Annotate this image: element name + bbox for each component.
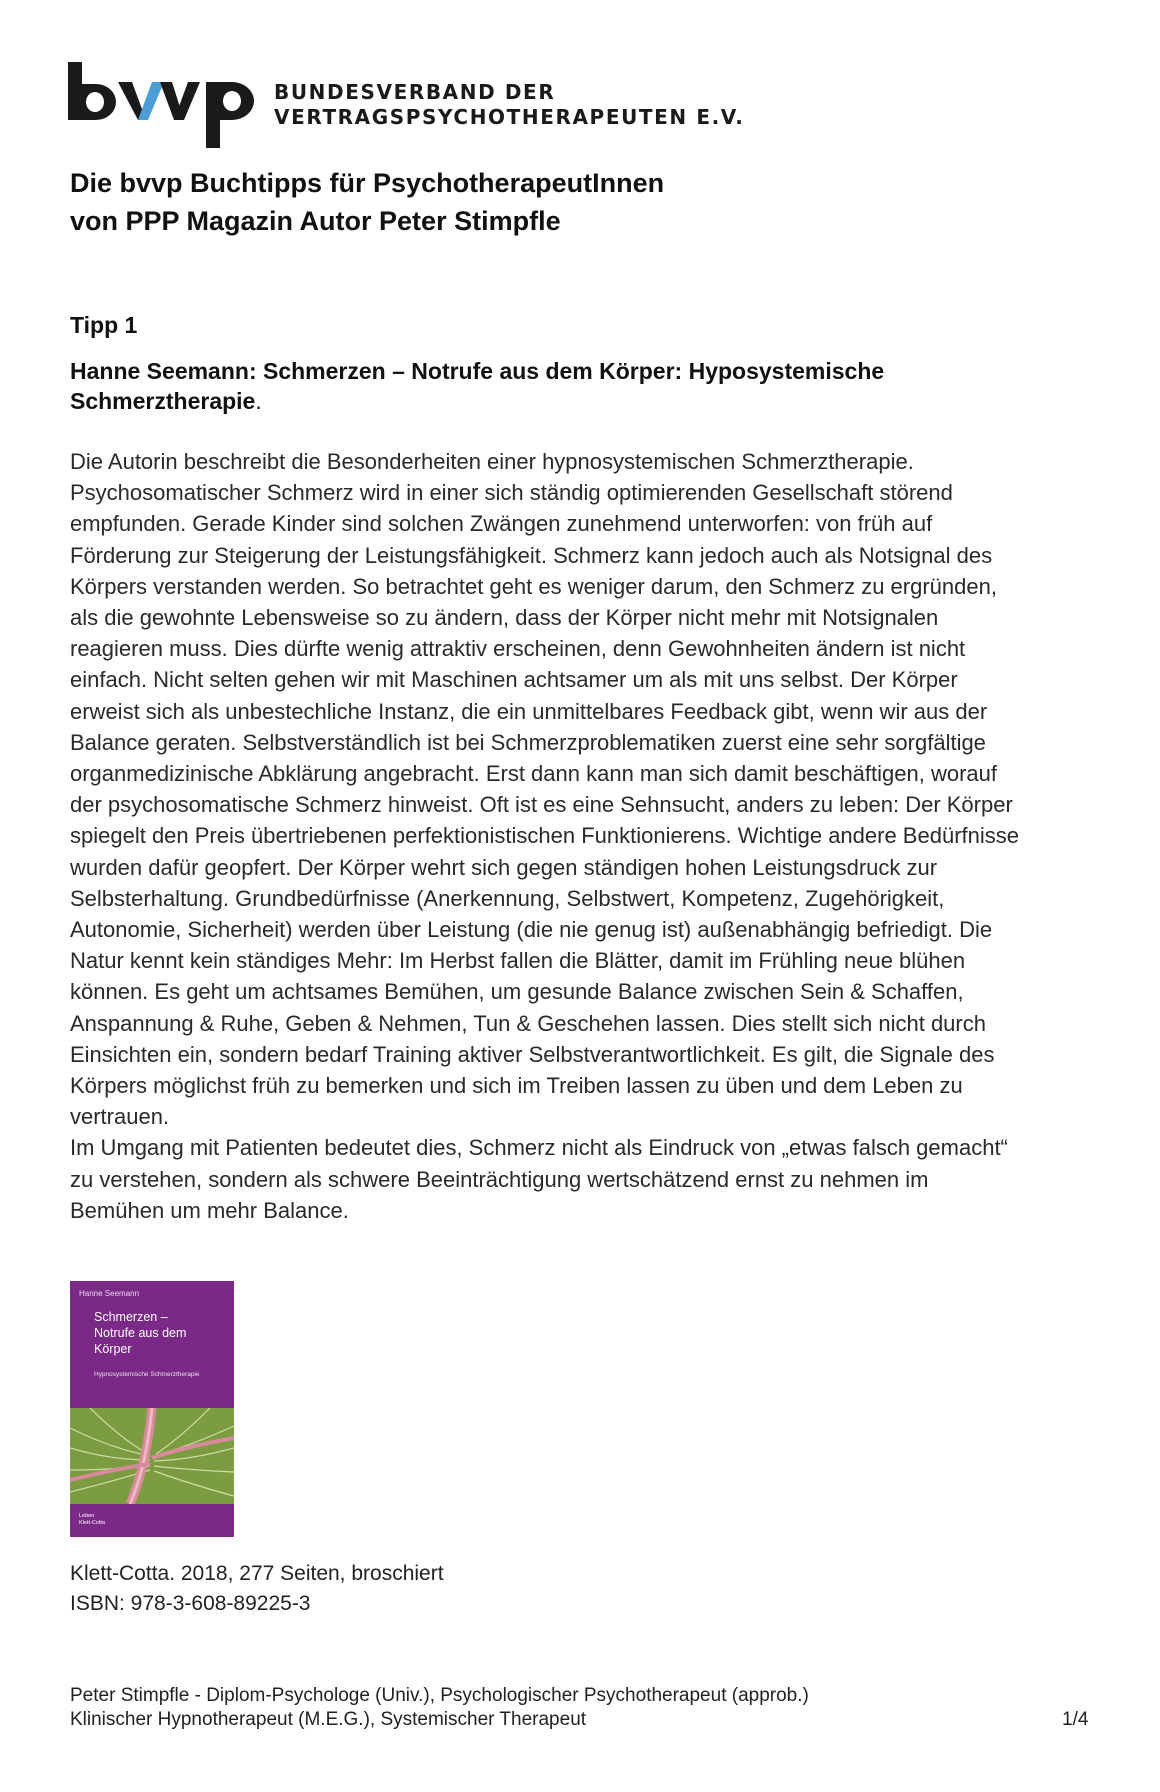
review-line: organmedizinische Abklärung angebracht. Erst dann kann man sich damit beschäftigen, worauf <box>70 761 997 787</box>
review-line: Natur kennt kein ständiges Mehr: Im Herbst fallen die Blätter, damit im Frühling neue blühen <box>70 948 966 974</box>
cover-title-line1: Schmerzen – <box>94 1310 168 1324</box>
page-title-line1: Die bvvp Buchtipps für PsychotherapeutInnen <box>70 168 665 198</box>
review-line: Körpers möglichst früh zu bemerken und sich im Treiben lassen zu üben und dem Leben zu <box>70 1073 963 1099</box>
footer-line2: Klinischer Hypnotherapeut (M.E.G.), Systemischer Therapeut <box>70 1709 587 1730</box>
review-line: Einsichten ein, sondern bedarf Training aktiver Selbstverantwortlichkeit. Es gilt, die Signale des <box>70 1041 995 1067</box>
organization-name <box>274 80 744 130</box>
book-heading <box>70 356 1070 416</box>
isbn: ISBN: 978-3-608-89225-3 <box>70 1592 311 1615</box>
review-line: als die gewohnte Lebensweise so zu ändern, dass der Körper nicht mehr mit Notsignalen <box>70 605 939 631</box>
review-line: zu verstehen, sondern als schwere Beeinträchtigung wertschätzend ernst zu nehmen im <box>70 1166 929 1192</box>
book-heading-line1: Hanne Seemann: Schmerzen – Notrufe aus dem Körper: Hyposystemische <box>70 358 885 384</box>
tip-label: Tipp 1 <box>70 312 138 338</box>
cover-title-line2: Notrufe aus dem <box>94 1326 187 1340</box>
page-title <box>70 164 1070 240</box>
review-line: spiegelt den Preis übertriebenen perfektionistischen Funktionierens. Wichtige andere Bedürfnisse <box>70 823 1019 849</box>
review-line: reagieren muss. Dies dürfte wenig attraktiv erscheinen, denn Gewohnheiten ändern ist nicht <box>70 636 966 662</box>
review-line: Psychosomatischer Schmerz wird in einer sich ständig optimierenden Gesellschaft störend <box>70 480 953 506</box>
review-line: vertrauen. <box>70 1104 170 1130</box>
review-line: Die Autorin beschreibt die Besonderheiten einer hypnosystemischen Schmerztherapie. <box>70 449 914 474</box>
review-line: können. Es geht um achtsames Bemühen, um gesunde Balance zwischen Sein & Schaffen, <box>70 979 964 1005</box>
review-line: Bemühen um mehr Balance. <box>70 1197 349 1223</box>
review-line: Körpers verstanden werden. So betrachtet geht es weniger darum, den Schmerz zu ergründen, <box>70 573 997 599</box>
review-line: Balance geraten. Selbstverständlich ist bei Schmerzproblematiken zuerst eine sehr sorgfältige <box>70 729 986 755</box>
cover-publisher-line2: Klett-Cotta <box>79 1520 105 1526</box>
cover-author: Hanne Seemann <box>79 1289 140 1298</box>
cover-title <box>94 1309 224 1357</box>
review-line: wurden dafür geopfert. Der Körper wehrt sich gegen ständigen hohen Leistungsdruck zur <box>70 854 938 880</box>
bvvp-logo <box>68 62 744 148</box>
book-heading-period: . <box>255 388 262 414</box>
organization-name-line1: BUNDESVERBAND DER <box>274 80 556 104</box>
review-body <box>70 446 1100 1226</box>
publication-info <box>70 1559 444 1619</box>
review-line: Im Umgang mit Patienten bedeutet dies, Schmerz nicht als Eindruck von „etwas falsch gemacht“ <box>70 1135 1008 1161</box>
review-line: Selbsterhaltung. Grundbedürfnisse (Anerkennung, Selbstwert, Kompetenz, Zugehörigkeit, <box>70 885 945 911</box>
footer <box>70 1684 1094 1732</box>
review-line: erweist sich als unbestechliche Instanz, die ein unmittelbares Feedback gibt, wenn wir aus der <box>70 698 988 724</box>
review-line: Autonomie, Sicherheit) werden über Leistung (die nie genug ist) außenabhängig befriedigt. Die <box>70 917 993 943</box>
page-number: 1/4 <box>1062 1709 1089 1730</box>
cover-leaf-illustration <box>70 1408 234 1504</box>
review-line: Anspannung & Ruhe, Geben & Nehmen, Tun & Geschehen lassen. Dies stellt sich nicht durch <box>70 1010 986 1036</box>
organization-name-line2: VERTRAGSPSYCHOTHERAPEUTEN E.V. <box>274 105 745 129</box>
review-line: Förderung zur Steigerung der Leistungsfähigkeit. Schmerz kann jedoch auch als Notsignal des <box>70 542 993 568</box>
review-line: einfach. Nicht selten gehen wir mit Maschinen achtsamer um als mit uns selbst. Der Körper <box>70 667 958 693</box>
book-cover-image <box>70 1281 234 1537</box>
book-heading-line2: Schmerztherapie <box>70 388 256 414</box>
page-title-line2: von PPP Magazin Autor Peter Stimpfle <box>70 206 561 236</box>
review-line: empfunden. Gerade Kinder sind solchen Zwängen zunehmend unterworfen: von früh auf <box>70 511 933 537</box>
cover-title-line3: Körper <box>94 1342 132 1356</box>
cover-subtitle: Hypnosystemische Schmerztherapie <box>94 1371 200 1378</box>
bvvp-logo-mark <box>68 62 256 148</box>
cover-publisher <box>79 1513 105 1527</box>
cover-publisher-line1: Leben <box>79 1513 95 1519</box>
review-line: der psychosomatische Schmerz hinweist. Oft ist es eine Sehnsucht, anders zu leben: Der Körper <box>70 792 1013 818</box>
footer-line1: Peter Stimpfle - Diplom-Psychologe (Univ.), Psychologischer Psychotherapeut (approb.) <box>70 1685 809 1706</box>
publication-details: Klett-Cotta. 2018, 277 Seiten, broschiert <box>70 1562 444 1585</box>
